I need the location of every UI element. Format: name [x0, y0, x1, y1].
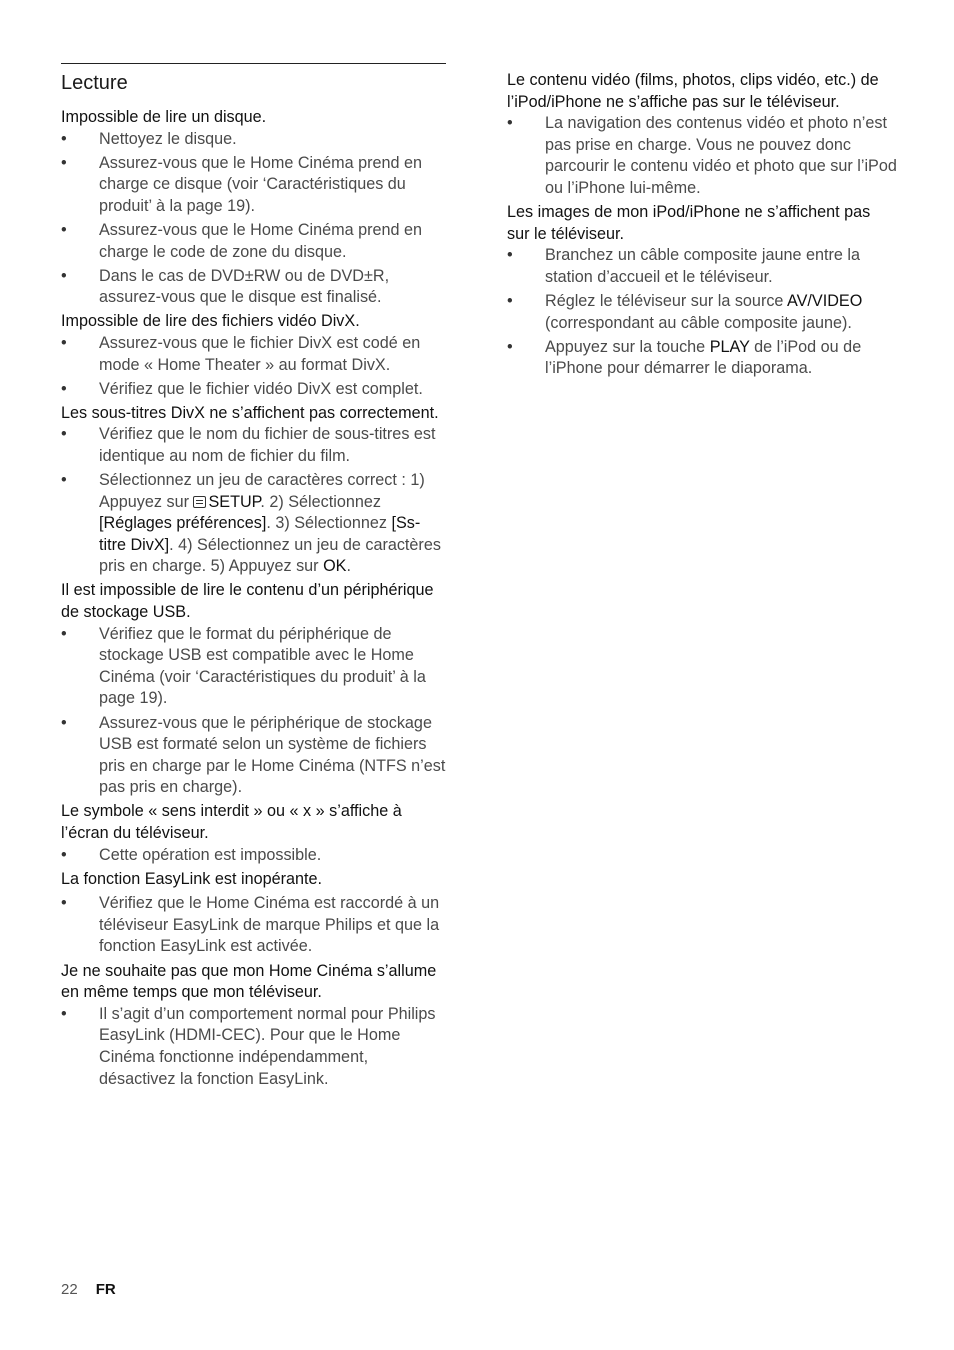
language-code: FR: [95, 1281, 116, 1298]
setup-key: SETUP: [208, 492, 261, 511]
av-video-source: AV/VIDEO: [787, 291, 863, 310]
list-item: • Assurez-vous que le Home Cinéma prend en charge le code de zone du disque.: [61, 220, 423, 261]
list-item: • Nettoyez le disque.: [61, 129, 446, 151]
faq-power: [61, 961, 446, 1091]
bullet: •: [61, 425, 67, 444]
faq-question: Impossible de lire un disque.: [61, 108, 267, 126]
faq-question: Impossible de lire des fichiers vidéo DivX.: [61, 312, 360, 331]
answer-list: [61, 624, 446, 799]
faq-ipod-video: [507, 70, 897, 200]
ok-key: OK: [323, 557, 347, 576]
list-item: • Vérifiez que le nom du fichier de sous-titres est identique au nom de fichier du film.: [61, 425, 436, 465]
faq-question: Le symbole « sens interdit » ou « x » s’affiche à l’écran du téléviseur.: [61, 802, 402, 842]
faq-ipod-images: [507, 202, 897, 380]
bullet: •: [61, 713, 67, 732]
faq-disc: [61, 107, 446, 309]
faq-question: Je ne souhaite pas que mon Home Cinéma s’allume en même temps que mon téléviseur.: [61, 961, 437, 1002]
faq-divx: [61, 311, 446, 400]
answer-list: [507, 113, 897, 199]
faq-question: Le contenu vidéo (films, photos, clips vidéo, etc.) de l’iPod/iPhone ne s’affiche pas sur le téléviseur.: [507, 71, 879, 111]
bullet: •: [61, 471, 67, 489]
bullet: •: [507, 291, 513, 310]
answer-list: [507, 245, 897, 380]
answer-list: [61, 1004, 446, 1090]
menu-option: [Ss-titre DivX]: [99, 514, 421, 554]
bullet: •: [507, 114, 513, 133]
faq-easylink: [61, 869, 446, 958]
bullet: •: [61, 845, 67, 864]
list-item: • Assurez-vous que le Home Cinéma prend en charge ce disque (voir ‘Caractéristiques du produit’ à la page 19).: [61, 153, 423, 215]
list-item: • Appuyez sur la touche PLAY de l’iPod ou de l’iPhone pour démarrer le diaporama.: [507, 337, 862, 378]
section-rule: [61, 63, 446, 64]
list-item: • Vérifiez que le fichier vidéo DivX est complet.: [61, 379, 446, 401]
answer-list: [61, 893, 446, 958]
section-title: Lecture: [61, 72, 128, 94]
list-item: • Branchez un câble composite jaune entre la station d’accueil et le téléviseur.: [507, 246, 860, 286]
bullet: •: [507, 246, 513, 265]
faq-question: La fonction EasyLink est inopérante.: [61, 869, 322, 888]
bullet: •: [61, 129, 67, 148]
list-item: • Vérifiez que le format du périphérique de stockage USB est compatible avec le Home Cinéma (voir ‘Caractéristiques du produit’ à la page 19).: [61, 624, 426, 708]
bullet: •: [61, 153, 67, 172]
answer-list: [61, 333, 446, 400]
left-column: [61, 107, 446, 1093]
play-key: PLAY: [709, 337, 750, 356]
list-item: • Réglez le téléviseur sur la source AV/VIDEO (correspondant au câble composite jaune).: [507, 291, 863, 332]
list-item: • La navigation des contenus vidéo et photo n’est pas prise en charge. Vous ne pouvez donc parcourir le contenu vidéo et photo que sur l’iPod ou l’iPhone lui-même.: [507, 114, 897, 197]
bullet: •: [61, 624, 67, 643]
faq-usb: [61, 580, 446, 798]
list-item: • Vérifiez que le Home Cinéma est raccordé à un téléviseur EasyLink de marque Philips et que la fonction EasyLink est activée.: [61, 894, 440, 956]
bullet: •: [61, 894, 67, 913]
bullet: •: [61, 266, 67, 285]
list-item: • Assurez-vous que le fichier DivX est codé en mode « Home Theater » au format DivX.: [61, 333, 421, 374]
list-item: • Dans le cas de DVD±RW ou de DVD±R, assurez-vous que le disque est finalisé.: [61, 266, 390, 307]
bullet: •: [61, 333, 67, 352]
faq-question: Les sous-titres DivX ne s’affichent pas correctement.: [61, 403, 439, 422]
bullet: •: [61, 1004, 67, 1023]
page-number: 22: [61, 1281, 78, 1298]
menu-option: [Réglages préférences]: [99, 514, 267, 533]
list-item: • Sélectionnez un jeu de caractères correct : 1) Appuyez sur SETUP. 2) Sélectionnez [Réglages préférences]. 3) Sélectionnez [Ss-titre DivX]. 4) Sélectionnez un jeu de caractères pris en charge. 5) Appuyez sur OK.: [61, 471, 441, 576]
bullet: •: [507, 337, 513, 356]
list-item: • Assurez-vous que le périphérique de stockage USB est formaté selon un système de fichiers pris en charge par le Home Cinéma (NTFS n’est pas pris en charge).: [61, 713, 446, 797]
menu-icon: [193, 496, 206, 508]
faq-question: Il est impossible de lire le contenu d’un périphérique de stockage USB.: [61, 581, 434, 622]
bullet: •: [61, 379, 67, 398]
faq-question: Les images de mon iPod/iPhone ne s’affichent pas sur le téléviseur.: [507, 203, 871, 243]
page-footer: [61, 1280, 116, 1300]
answer-list: [61, 424, 446, 578]
faq-symbol: [61, 801, 446, 866]
faq-subtitles: [61, 403, 446, 578]
answer-list: [61, 845, 446, 867]
answer-list: [61, 129, 446, 309]
right-column: [507, 70, 897, 382]
bullet: •: [61, 220, 67, 239]
list-item: • Cette opération est impossible.: [61, 845, 446, 867]
list-item: • Il s’agit d’un comportement normal pour Philips EasyLink (HDMI-CEC). Pour que le Home Cinéma fonctionne indépendamment, désactivez la fonction EasyLink.: [61, 1004, 436, 1088]
